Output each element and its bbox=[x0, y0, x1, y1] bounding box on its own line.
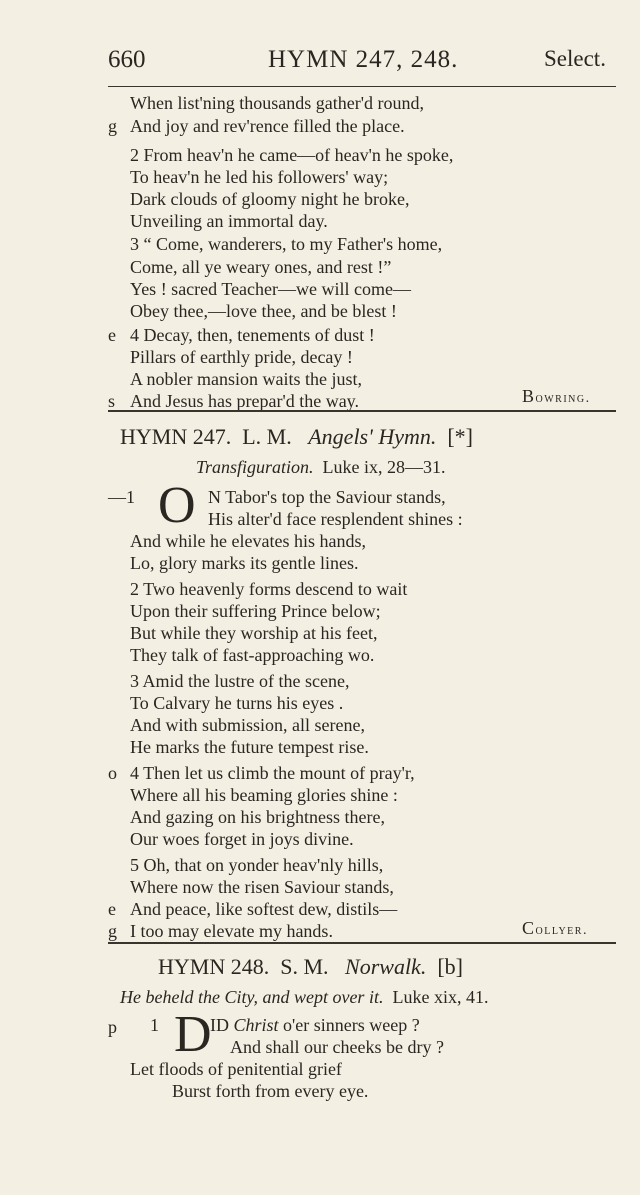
hymn-248-subtitle bbox=[120, 986, 488, 1008]
verse-line: 5 Oh, that on yonder heav'nly hills, bbox=[130, 855, 384, 875]
verse-line: 3 Amid the lustre of the scene, bbox=[130, 671, 350, 691]
verse-line: A nobler mansion waits the just, bbox=[130, 369, 362, 389]
hymn-divider bbox=[108, 410, 616, 412]
dynamic-mark: s bbox=[108, 391, 116, 411]
verse-line: When list'ning thousands gather'd round, bbox=[130, 93, 424, 113]
dynamic-mark: e bbox=[108, 325, 116, 345]
verse-line: But while they worship at his feet, bbox=[130, 623, 378, 643]
verse-line: His alter'd face resplendent shines : bbox=[208, 509, 463, 529]
running-title: HYMN 247, 248. bbox=[268, 46, 459, 73]
hymn-248-heading bbox=[158, 954, 463, 980]
hymn-247-heading bbox=[120, 424, 473, 450]
hymn-248-first-mark: p bbox=[108, 1017, 117, 1037]
dynamic-mark: g bbox=[108, 921, 117, 941]
verse-line: 2 Two heavenly forms descend to wait bbox=[130, 579, 408, 599]
verse-line: Lo, glory marks its gentle lines. bbox=[130, 553, 359, 573]
dynamic-mark: e bbox=[108, 899, 116, 919]
verse-line: To heav'n he led his followers' way; bbox=[130, 167, 389, 187]
verse-line: Our woes forget in joys divine. bbox=[130, 829, 354, 849]
verse-line: N Tabor's top the Saviour stands, bbox=[208, 487, 446, 507]
verse-line: Come, all ye weary ones, and rest !” bbox=[130, 257, 392, 277]
verse-line: 3 “ Come, wanderers, to my Father's home, bbox=[130, 234, 443, 254]
hymn-248-subject: He beheld the City, and wept over it. bbox=[120, 987, 384, 1007]
verse-line: 2 From heav'n he came—of heav'n he spoke, bbox=[130, 145, 454, 165]
hymn-248-reference: Luke xix, 41. bbox=[392, 987, 489, 1007]
hymn-247-dropcap: O bbox=[158, 477, 196, 534]
page-header bbox=[0, 46, 640, 82]
hymn-248-meter: S. M. bbox=[280, 954, 329, 979]
verse-line: Where all his beaming glories shine : bbox=[130, 785, 398, 805]
verse-line: He marks the future tempest rise. bbox=[130, 737, 369, 757]
hymn-248-line-1 bbox=[210, 1014, 420, 1036]
verse-line: 4 Decay, then, tenements of dust ! bbox=[130, 325, 375, 345]
verse-line: And joy and rev'rence filled the place. bbox=[130, 116, 405, 136]
hymn-247-subject: Transfiguration. bbox=[196, 457, 314, 477]
section-label: Select. bbox=[544, 46, 606, 71]
hymn-248-dropcap: D bbox=[174, 1006, 212, 1063]
verse-line: Burst forth from every eye. bbox=[172, 1081, 369, 1101]
verse-line: Pillars of earthly pride, decay ! bbox=[130, 347, 353, 367]
verse-line: Upon their suffering Prince below; bbox=[130, 601, 381, 621]
hymn-248-tune: Norwalk. bbox=[345, 954, 427, 979]
verse-line: Where now the risen Saviour stands, bbox=[130, 877, 394, 897]
hymn-247-author: Collyer. bbox=[522, 918, 588, 938]
hymn-247-tune: Angels' Hymn. bbox=[308, 424, 437, 449]
verse-line: Let floods of penitential grief bbox=[130, 1059, 342, 1079]
verse-line: And shall our cheeks be dry ? bbox=[230, 1037, 444, 1057]
hymn-248-line-1a: ID bbox=[210, 1015, 234, 1035]
verse-line: And with submission, all serene, bbox=[130, 715, 365, 735]
verse-line: Dark clouds of gloomy night he broke, bbox=[130, 189, 410, 209]
verse-line: Obey thee,—love thee, and be blest ! bbox=[130, 301, 397, 321]
hymn-247-reference: Luke ix, 28—31. bbox=[322, 457, 446, 477]
verse-line: And Jesus has prepar'd the way. bbox=[130, 391, 360, 411]
verse-line: And peace, like softest dew, distils— bbox=[130, 899, 398, 919]
hymn-248-line-1b: o'er sinners weep ? bbox=[278, 1015, 420, 1035]
verse-line: And gazing on his brightness there, bbox=[130, 807, 385, 827]
prev-hymn-author: Bowring. bbox=[522, 386, 591, 406]
verse-line: I too may elevate my hands. bbox=[130, 921, 333, 941]
hymn-divider-2 bbox=[108, 942, 616, 944]
verse-line: They talk of fast-approaching wo. bbox=[130, 645, 375, 665]
verse-line: To Calvary he turns his eyes . bbox=[130, 693, 344, 713]
verse-line: And while he elevates his hands, bbox=[130, 531, 366, 551]
hymn-247-subtitle bbox=[196, 456, 446, 478]
hymn-248-marker: [b] bbox=[437, 954, 463, 979]
hymn-248-title: HYMN 248. bbox=[158, 954, 270, 979]
hymn-247-title: HYMN 247. bbox=[120, 424, 232, 449]
dynamic-mark: o bbox=[108, 763, 117, 783]
hymn-248-line-1-christ: Christ bbox=[233, 1015, 279, 1035]
hymn-247-marker: [*] bbox=[447, 424, 474, 449]
hymn-248-first-num: 1 bbox=[150, 1015, 159, 1035]
verse-line: Yes ! sacred Teacher—we will come— bbox=[130, 279, 411, 299]
verse-line: Unveiling an immortal day. bbox=[130, 211, 328, 231]
page-number: 660 bbox=[108, 46, 146, 73]
dynamic-mark: g bbox=[108, 116, 117, 136]
verse-line: 4 Then let us climb the mount of pray'r, bbox=[130, 763, 415, 783]
header-rule bbox=[108, 86, 616, 87]
hymn-247-meter: L. M. bbox=[242, 424, 292, 449]
hymn-247-first-mark: —1 bbox=[108, 487, 135, 507]
